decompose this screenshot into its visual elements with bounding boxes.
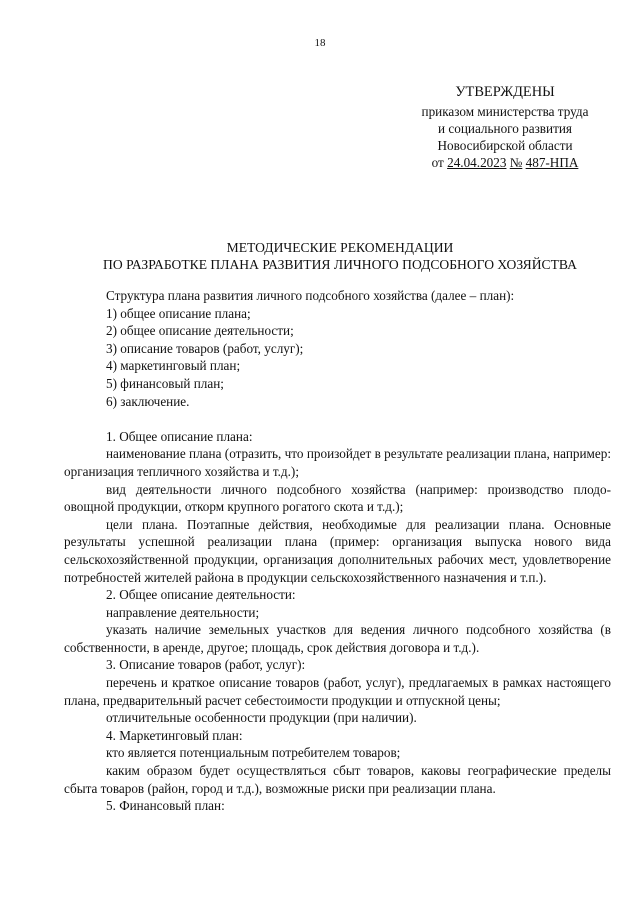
structure-intro: Структура плана развития личного подсобного хозяйства (далее – план): bbox=[106, 288, 515, 303]
structure-item-5: 5) финансовый план; bbox=[106, 375, 224, 391]
section-1-paragraph: вид деятельности личного подсобного хозяйства (например: производство плодо-овощной продукции, откорм крупного рогатого скота и т.д.); bbox=[64, 481, 611, 515]
approval-heading: УТВЕРЖДЕНЫ bbox=[455, 84, 555, 100]
section-5-title: 5. Финансовый план: bbox=[106, 798, 225, 814]
title-line-1: МЕТОДИЧЕСКИЕ РЕКОМЕНДАЦИИ bbox=[226, 240, 454, 255]
approval-number-sign: № bbox=[509, 155, 523, 170]
approval-line-1: приказом министерства труда bbox=[421, 104, 589, 119]
paragraph-gap bbox=[64, 410, 611, 428]
structure-item-6: 6) заключение. bbox=[106, 393, 190, 409]
section-3-title: 3. Описание товаров (работ, услуг): bbox=[106, 657, 306, 673]
approval-number: 487-НПА bbox=[525, 155, 579, 170]
structure-item-4: 4) маркетинговый план; bbox=[106, 358, 241, 374]
approval-stamp-block bbox=[400, 84, 610, 171]
section-2-title: 2. Общее описание деятельности: bbox=[106, 587, 296, 603]
section-2-paragraph: указать наличие земельных участков для ведения личного подсобного хозяйства (в собственности, в аренде, другое; площадь, срок действия договора и т.д.). bbox=[64, 622, 611, 655]
document-body bbox=[64, 287, 611, 815]
section-4-paragraph: кто является потенциальным потребителем товаров; bbox=[106, 745, 401, 761]
section-1-title: 1. Общее описание плана: bbox=[106, 428, 253, 444]
document-title bbox=[0, 239, 640, 273]
section-4-title: 4. Маркетинговый план: bbox=[106, 727, 243, 743]
section-1-paragraph: наименование плана (отразить, что произойдет в результате реализации плана, например: организация тепличного хозяйства и т.д.); bbox=[64, 446, 611, 479]
page-number: 18 bbox=[314, 37, 326, 49]
section-4-paragraph: каким образом будет осуществляться сбыт товаров, каковы географические пределы сбыта товаров (район, город и т.д.), возможные риски при реализации плана. bbox=[64, 763, 611, 796]
approval-date-prefix: от bbox=[431, 155, 444, 170]
section-1-paragraph: цели плана. Поэтапные действия, необходимые для реализации плана. Основные результаты успешной реализации плана (пример: организация выпуска нового вида сельскохозяйственной продукции, организация дополнительных рабочих мест, удовлетворение потребностей жителей района в продукции сельскохозяйственного назначения и т.п.). bbox=[64, 516, 611, 585]
section-3-paragraph: перечень и краткое описание товаров (работ, услуг), предлагаемых в рамках настоящего плана, предварительный расчет себестоимости продукции и отпускной цены; bbox=[64, 675, 611, 708]
approval-date: 24.04.2023 bbox=[447, 155, 507, 170]
structure-item-3: 3) описание товаров (работ, услуг); bbox=[106, 340, 304, 356]
approval-order-line bbox=[400, 154, 610, 171]
structure-item-2: 2) общее описание деятельности; bbox=[106, 323, 294, 339]
structure-item-1: 1) общее описание плана; bbox=[106, 305, 251, 321]
section-2-paragraph: направление деятельности; bbox=[106, 604, 260, 620]
approval-line-3: Новосибирской области bbox=[437, 138, 573, 153]
approval-line-2: и социального развития bbox=[438, 121, 572, 136]
section-3-paragraph: отличительные особенности продукции (при наличии). bbox=[106, 710, 417, 726]
title-line-2: ПО РАЗРАБОТКЕ ПЛАНА РАЗВИТИЯ ЛИЧНОГО ПОДСОБНОГО ХОЗЯЙСТВА bbox=[103, 257, 577, 272]
